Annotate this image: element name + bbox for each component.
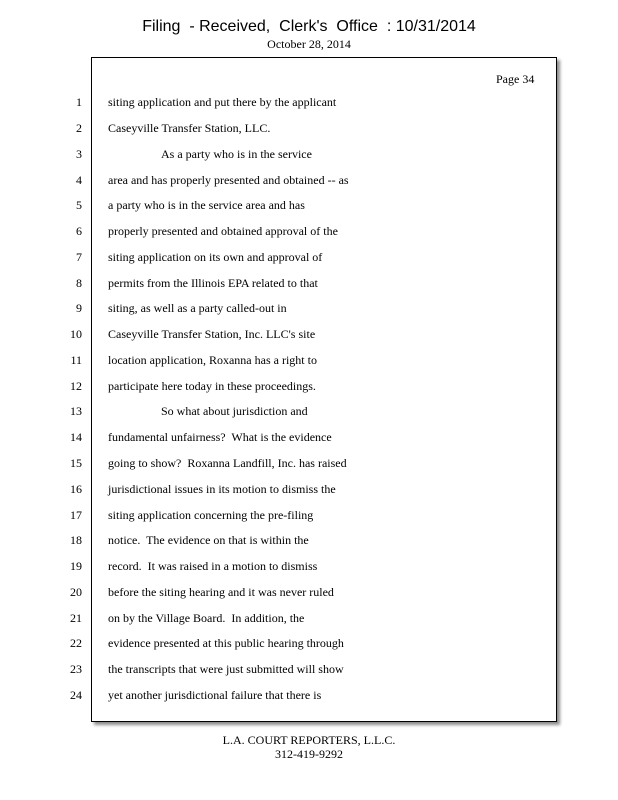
footer-phone-number: 312-419-9292 [275, 747, 343, 761]
line-number-10: 10 [70, 327, 82, 341]
line-number-7: 7 [76, 250, 82, 264]
line-number-5: 5 [76, 198, 82, 212]
line-text-9: siting, as well as a party called-out in [108, 301, 287, 315]
line-number-8: 8 [76, 276, 82, 290]
line-text-13: So what about jurisdiction and [161, 404, 308, 418]
line-number-4: 4 [76, 173, 82, 187]
line-text-7: siting application on its own and approval of [108, 250, 323, 264]
line-text-16: jurisdictional issues in its motion to dismiss the [108, 482, 336, 496]
line-text-1: siting application and put there by the applicant [108, 95, 337, 109]
line-number-22: 22 [70, 636, 82, 650]
line-number-20: 20 [70, 585, 82, 599]
line-text-22: evidence presented at this public hearing through [108, 636, 344, 650]
line-number-19: 19 [70, 559, 82, 573]
line-text-6: properly presented and obtained approval of the [108, 224, 338, 238]
line-text-10: Caseyville Transfer Station, Inc. LLC's site [108, 327, 316, 341]
filing-stamp: Filing - Received, Clerk's Office : 10/31/2014 [142, 18, 476, 35]
line-text-12: participate here today in these proceedings. [108, 379, 316, 393]
line-text-23: the transcripts that were just submitted will show [108, 662, 344, 676]
footer-reporter-name: L.A. COURT REPORTERS, L.L.C. [222, 733, 396, 747]
line-text-20: before the siting hearing and it was never ruled [108, 585, 334, 599]
line-text-2: Caseyville Transfer Station, LLC. [108, 121, 271, 135]
line-number-13: 13 [70, 404, 82, 418]
line-text-17: siting application concerning the pre-filing [108, 508, 314, 522]
line-number-15: 15 [70, 456, 82, 470]
line-text-24: yet another jurisdictional failure that there is [108, 688, 322, 702]
line-text-15: going to show? Roxanna Landfill, Inc. has raised [108, 456, 347, 470]
line-text-11: location application, Roxanna has a right to [108, 353, 317, 367]
line-number-23: 23 [70, 662, 82, 676]
line-number-1: 1 [76, 95, 82, 109]
page-number: Page 34 [496, 72, 535, 86]
line-text-19: record. It was raised in a motion to dismiss [108, 559, 318, 573]
line-text-5: a party who is in the service area and has [108, 198, 305, 212]
line-number-6: 6 [76, 224, 82, 238]
line-number-17: 17 [70, 508, 82, 522]
hearing-date: October 28, 2014 [267, 37, 351, 51]
line-number-16: 16 [70, 482, 82, 496]
line-text-21: on by the Village Board. In addition, the [108, 611, 305, 625]
line-number-12: 12 [70, 379, 82, 393]
line-text-18: notice. The evidence on that is within the [108, 533, 309, 547]
line-number-24: 24 [70, 688, 82, 702]
line-number-18: 18 [70, 533, 82, 547]
line-number-3: 3 [76, 147, 82, 161]
line-text-8: permits from the Illinois EPA related to that [108, 276, 318, 290]
line-text-4: area and has properly presented and obtained -- as [108, 173, 349, 187]
line-number-9: 9 [76, 301, 82, 315]
line-number-21: 21 [70, 611, 82, 625]
line-text-14: fundamental unfairness? What is the evidence [108, 430, 332, 444]
line-number-2: 2 [76, 121, 82, 135]
line-number-11: 11 [70, 353, 82, 367]
line-text-3: As a party who is in the service [161, 147, 312, 161]
line-number-14: 14 [70, 430, 82, 444]
